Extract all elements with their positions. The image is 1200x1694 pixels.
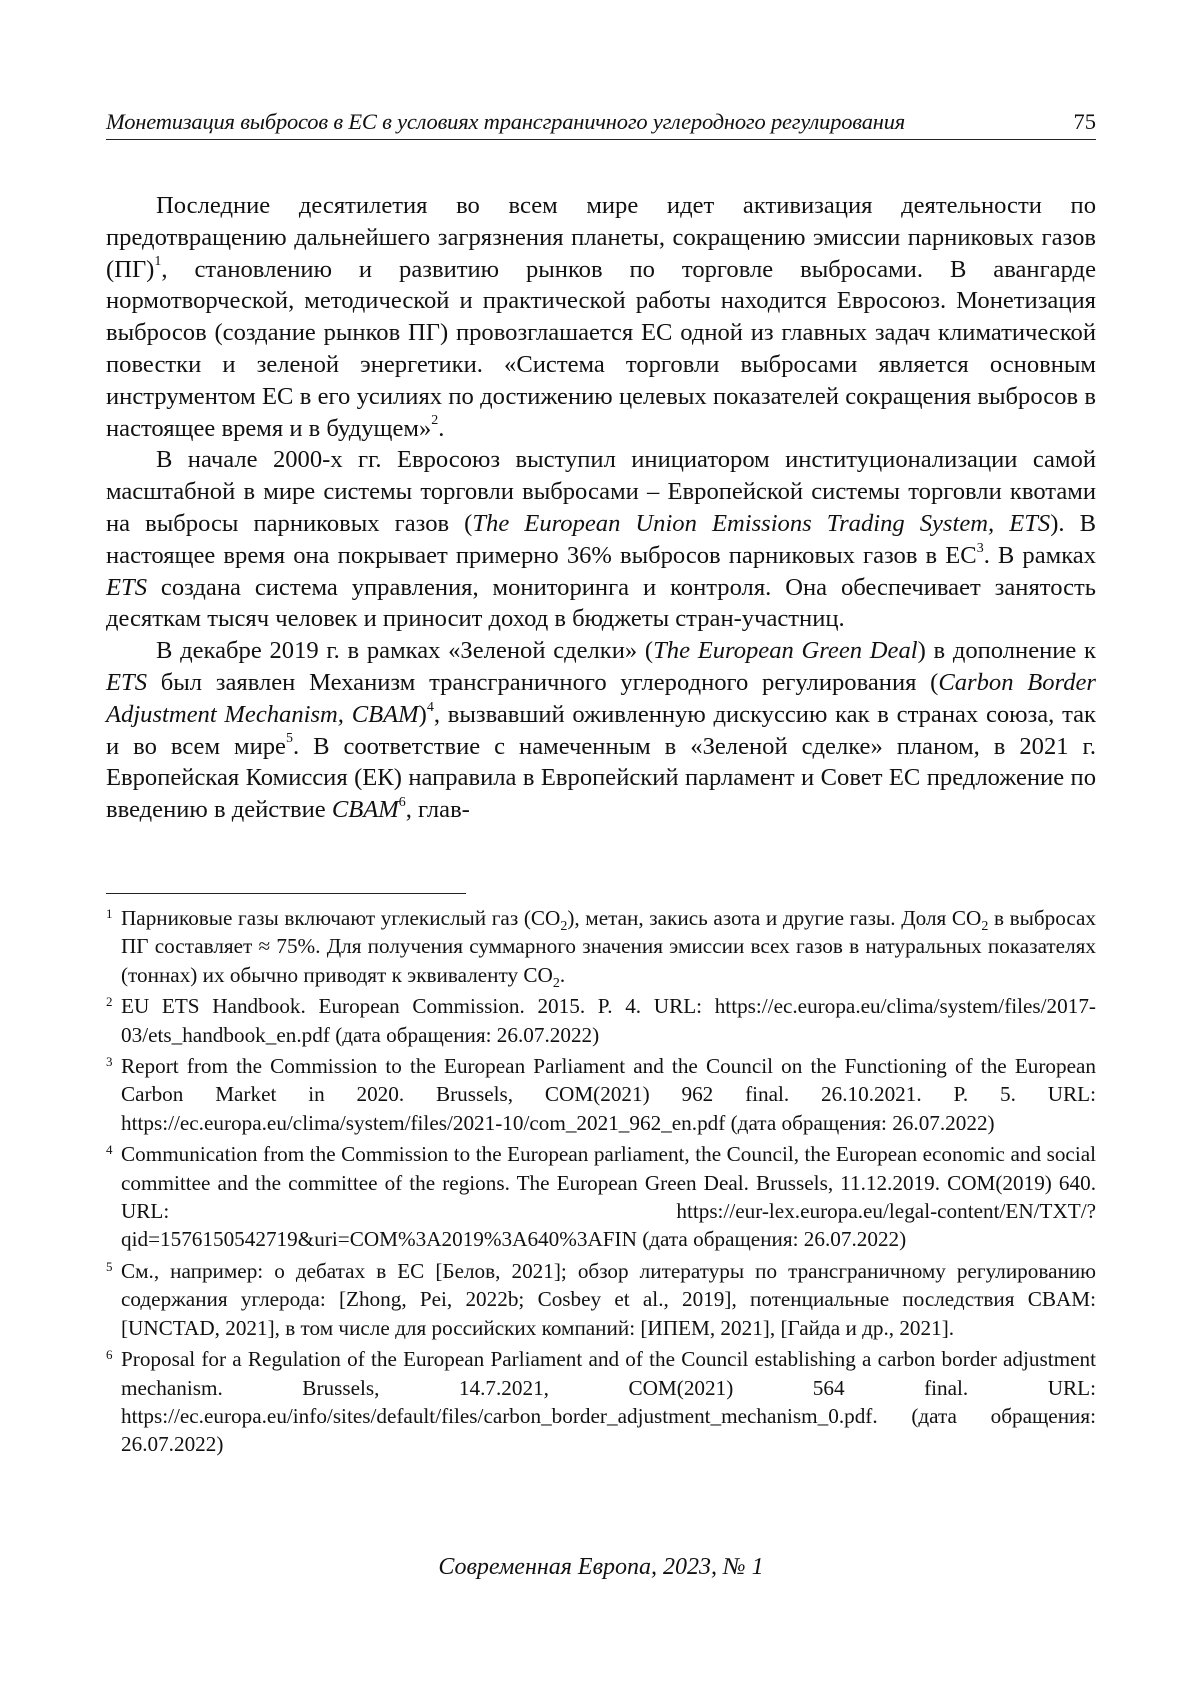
- text-run: , становлению и развитию рынков по торговле выбросами. В авангарде нормотворческой, методической и практической работы находится Евросоюз. Монетизация выбросов (создание рынков ПГ) провозглашается ЕС одной из главных задач климатической повестки и зеленой энергетики. «Система торговли выбросами является основным инструментом ЕС в его усилиях по достижению целевых показателей сокращения выбросов в настоящее время и в будущем»: [106, 255, 1096, 442]
- text-run: Парниковые газы включают углекислый газ (CO: [121, 906, 561, 930]
- footnote-number: 3: [106, 1054, 113, 1070]
- text-run: ): [418, 700, 427, 728]
- footnote-ref-4: 4: [426, 699, 434, 715]
- footnote-3: [106, 1052, 1096, 1137]
- footnote-6: [106, 1345, 1096, 1459]
- page-number: 75: [1073, 109, 1096, 134]
- text-run: был заявлен Механизм трансграничного углеродного регулирования (: [147, 668, 939, 696]
- text-run: ) в дополнение к: [917, 637, 1097, 665]
- text-run: Последние десятилетия во всем мире идет активизация деятельности по предотвращению дальнейшего загрязнения планеты, сокращению эмиссии парниковых газов (ПГ): [106, 192, 1096, 283]
- italic-term: ETS: [106, 573, 147, 601]
- footnote-separator: [106, 893, 466, 894]
- footnote-text: Proposal for a Regulation of the European Parliament and of the Council establishing a carbon border adjustment mechanism. Brussels, 14.7.2021, COM(2021) 564 final. URL: https://ec.europa.eu/info/sites/default/files/carbon_border_adjustment_mechanism_0.pdf. (дата обращения: 26.07.2022): [121, 1347, 1096, 1457]
- text-run: .: [438, 414, 445, 442]
- text-run: , вызвавший оживленную дискуссию как в странах союза, так и во всем мире: [106, 700, 1097, 760]
- main-text: [106, 190, 1096, 826]
- footnote-text: EU ETS Handbook. European Commission. 2015. P. 4. URL: https://ec.europa.eu/clima/system/files/2017-03/ets_handbook_en.pdf (дата обращения: 26.07.2022): [121, 994, 1096, 1047]
- footnote-text: Report from the Commission to the European Parliament and the Council on the Functioning of the European Carbon Market in 2020. Brussels, COM(2021) 962 final. 26.10.2021. P. 5. URL: https://ec.europa.eu/clima/system/files/2021-10/com_2021_962_en.pdf (дата обращения: 26.07.2022): [121, 1054, 1096, 1135]
- subscript: 2: [981, 919, 989, 935]
- footnote-4: [106, 1140, 1096, 1254]
- footnote-ref-5: 5: [285, 731, 293, 747]
- subscript: 2: [552, 976, 560, 992]
- journal-footer: Современная Европа, 2023, № 1: [438, 1554, 764, 1580]
- footnote-ref-3: 3: [976, 540, 984, 556]
- footnote-number: 6: [106, 1347, 113, 1363]
- footnote-5: [106, 1257, 1096, 1342]
- footnote-ref-1: 1: [154, 254, 162, 270]
- text-run: создана система управления, мониторинга и контроля. Она обеспечивает занятость десяткам тысяч человек и приносит доход в бюджеты стран-участниц.: [106, 573, 1096, 633]
- footnote-text: [121, 904, 1097, 992]
- italic-term: Carbon Border Adjustment Mechanism, CBAM: [106, 668, 1096, 728]
- footnote-number: 2: [106, 994, 113, 1010]
- text-run: В начале 2000-х гг. Евросоюз выступил инициатором институционализации самой масштабной в мире системы торговли выбросами – Европейской системы торговли квотами на выбросы парниковых газов (: [106, 446, 1096, 537]
- italic-term: ETS: [106, 668, 147, 696]
- italic-term: The European Green Deal: [653, 637, 918, 665]
- text-run: , глав-: [405, 796, 470, 824]
- footnote-number: 5: [106, 1258, 113, 1274]
- footnotes: [106, 904, 1096, 1462]
- italic-term: CBAM: [331, 796, 399, 824]
- paragraph-1: [106, 190, 1096, 444]
- text-run: ), метан, закись азота и другие газы. Доля CO: [567, 906, 982, 930]
- footnote-ref-6: 6: [398, 794, 406, 810]
- footnote-number: 1: [106, 906, 113, 921]
- paragraph-2: [106, 444, 1096, 635]
- footnote-text: См., например: о дебатах в ЕС [Белов, 2021]; обзор литературы по трансграничному регулированию содержания углерода: [Zhong, Pei, 2022b; Cosbey et al., 2019], потенциальные последствия CBAM: [UNCTAD, 2021], в том числе для российских компаний: [ИПЕМ, 2021], [Гайда и др., 2021].: [121, 1258, 1096, 1340]
- footnote-text: Communication from the Commission to the European parliament, the Council, the European economic and social committee and the committee of the regions. The European Green Deal. Brussels, 11.12.2019. COM(2019) 640. URL: https://eur-lex.europa.eu/legal-content/EN/TXT/?qid=1576150542719&uri=COM%3A2019%3A640%3AFIN (дата обращения: 26.07.2022): [121, 1142, 1096, 1252]
- footnote-number: 4: [106, 1142, 113, 1158]
- text-run: . В соответствие с намеченным в «Зеленой сделке» планом, в 2021 г. Европейская Комиссия (ЕК) направила в Европейский парламент и Совет ЕС предложение по введению в действие: [106, 732, 1096, 824]
- text-run: . В рамках: [983, 541, 1096, 569]
- paragraph-3: [106, 635, 1096, 826]
- italic-term: The European Union Emissions Trading System, ETS: [472, 509, 1051, 537]
- text-run: в выбросах ПГ составляет ≈ 75%. Для получения суммарного значения эмиссии всех газов в натуральных показателях (тоннах) их обычно приводят к эквиваленту CO: [121, 906, 1097, 987]
- text-run: ). В настоящее время она покрывает примерно 36% выбросов парниковых газов в ЕС: [106, 509, 1096, 569]
- running-header: [106, 104, 1096, 140]
- subscript: 2: [560, 919, 568, 935]
- footnote-ref-2: 2: [431, 413, 439, 429]
- text-run: В декабре 2019 г. в рамках «Зеленой сделки» (: [156, 637, 654, 665]
- footnote-1: [106, 904, 1097, 992]
- text-run: .: [559, 962, 566, 987]
- running-title: Монетизация выбросов в ЕС в условиях трансграничного углеродного регулирования: [106, 109, 906, 134]
- footnote-2: [106, 992, 1096, 1049]
